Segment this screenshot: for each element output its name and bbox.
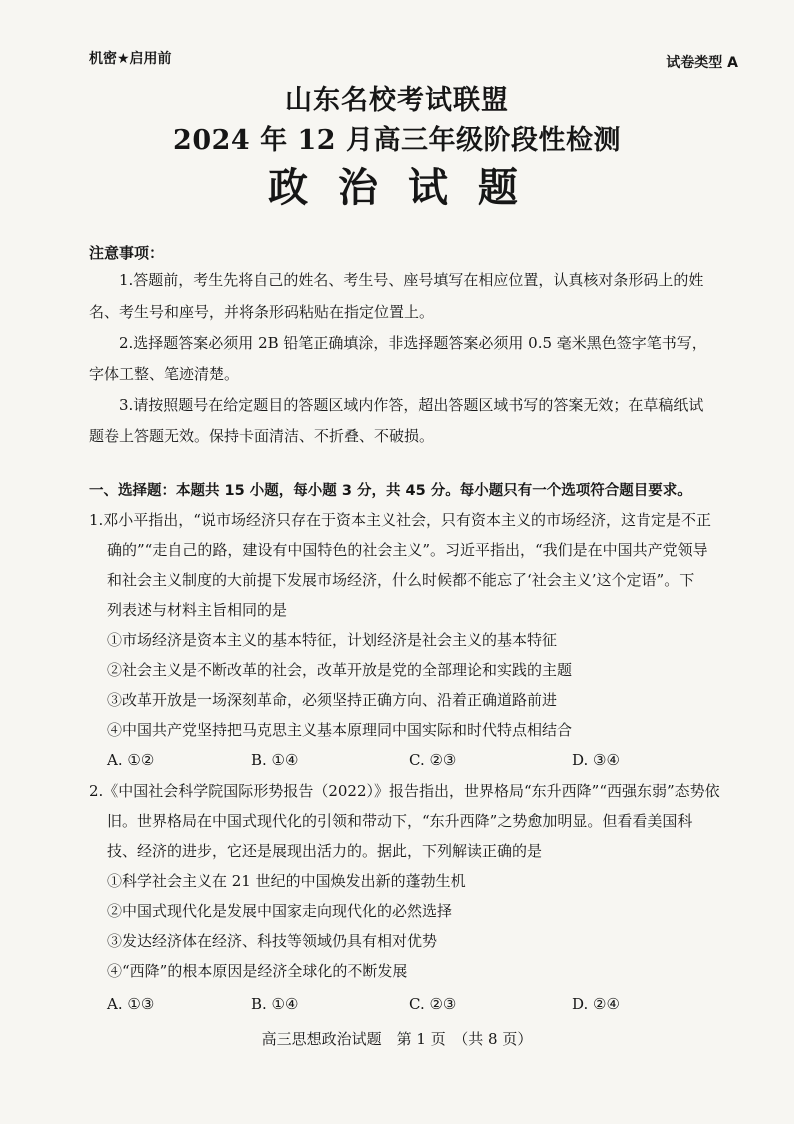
notes-line: 3.请按照题号在给定题目的答题区域内作答，超出答题区域书写的答案无效；在草稿纸试 bbox=[119, 396, 704, 414]
q2-option-a: A. ①③ bbox=[107, 995, 155, 1013]
q1-statement: ②社会主义是不断改革的社会，改革开放是党的全部理论和实践的主题 bbox=[107, 661, 573, 679]
exam-title-line1: 山东名校考试联盟 bbox=[285, 85, 509, 116]
notes-line: 名、考生号和座号，并将条形码粘贴在指定位置上。 bbox=[89, 303, 435, 321]
q2-statement: ②中国式现代化是发展中国家走向现代化的必然选择 bbox=[107, 902, 453, 920]
q2-option-d: D. ②④ bbox=[572, 995, 620, 1013]
section-heading: 一、选择题：本题共 15 小题，每小题 3 分，共 45 分。每小题只有一个选项符合题目要求。 bbox=[89, 483, 692, 499]
q2-statement: ①科学社会主义在 21 世纪的中国焕发出新的蓬勃生机 bbox=[107, 872, 466, 890]
notes-line: 2.选择题答案必须用 2B 铅笔正确填涂，非选择题答案必须用 0.5 毫米黑色签字笔书写， bbox=[119, 334, 707, 352]
exam-title-subject: 政 治 试 题 bbox=[268, 164, 526, 211]
q1-option-d: D. ③④ bbox=[572, 751, 620, 769]
q1-stem-line: 确的”“走自己的路，建设有中国特色的社会主义”。习近平指出，“我们是在中国共产党领导 bbox=[107, 541, 708, 559]
q2-stem-line: 2.《中国社会科学院国际形势报告（2022）》报告指出，世界格局“东升西降”“西强东弱”态势依 bbox=[89, 782, 720, 800]
paper-type-label: 试卷类型 A bbox=[666, 55, 738, 71]
q2-option-b: B. ①④ bbox=[251, 995, 299, 1013]
exam-title-line2: 2024 年 12 月高三年级阶段性检测 bbox=[173, 125, 621, 156]
notes-line: 字体工整、笔迹清楚。 bbox=[89, 365, 240, 383]
q2-statement: ③发达经济体在经济、科技等领域仍具有相对优势 bbox=[107, 932, 438, 950]
q1-stem-line: 1.邓小平指出，“说市场经济只存在于资本主义社会，只有资本主义的市场经济，这肯定是不正 bbox=[89, 511, 711, 529]
q1-statement: ④中国共产党坚持把马克思主义基本原理同中国实际和时代特点相结合 bbox=[107, 721, 573, 739]
q2-stem-line: 技、经济的进步，它还是展现出活力的。据此，下列解读正确的是 bbox=[107, 842, 543, 860]
notes-heading: 注意事项： bbox=[89, 244, 165, 262]
notes-line: 1.答题前，考生先将自己的姓名、考生号、座号填写在相应位置，认真核对条形码上的姓 bbox=[119, 271, 704, 289]
q2-option-c: C. ②③ bbox=[409, 995, 457, 1013]
q1-stem-line: 和社会主义制度的大前提下发展市场经济，什么时候都不能忘了‘社会主义’这个定语”。下 bbox=[107, 571, 695, 589]
q1-statement: ①市场经济是资本主义的基本特征，计划经济是社会主义的基本特征 bbox=[107, 631, 558, 649]
confidential-label: 机密★启用前 bbox=[89, 51, 172, 67]
q1-stem-line: 列表述与材料主旨相同的是 bbox=[107, 601, 288, 619]
q1-option-c: C. ②③ bbox=[409, 751, 457, 769]
notes-line: 题卷上答题无效。保持卡面清洁、不折叠、不破损。 bbox=[89, 427, 435, 445]
q1-option-b: B. ①④ bbox=[251, 751, 299, 769]
q2-stem-line: 旧。世界格局在中国式现代化的引领和带动下，“东升西降”之势愈加明显。但看看美国科 bbox=[107, 812, 693, 830]
q1-statement: ③改革开放是一场深刻革命，必须坚持正确方向、沿着正确道路前进 bbox=[107, 691, 558, 709]
q1-option-a: A. ①② bbox=[107, 751, 155, 769]
page-footer: 高三思想政治试题 第 1 页 （共 8 页） bbox=[261, 1030, 533, 1048]
q2-statement: ④“西降”的根本原因是经济全球化的不断发展 bbox=[107, 962, 408, 980]
